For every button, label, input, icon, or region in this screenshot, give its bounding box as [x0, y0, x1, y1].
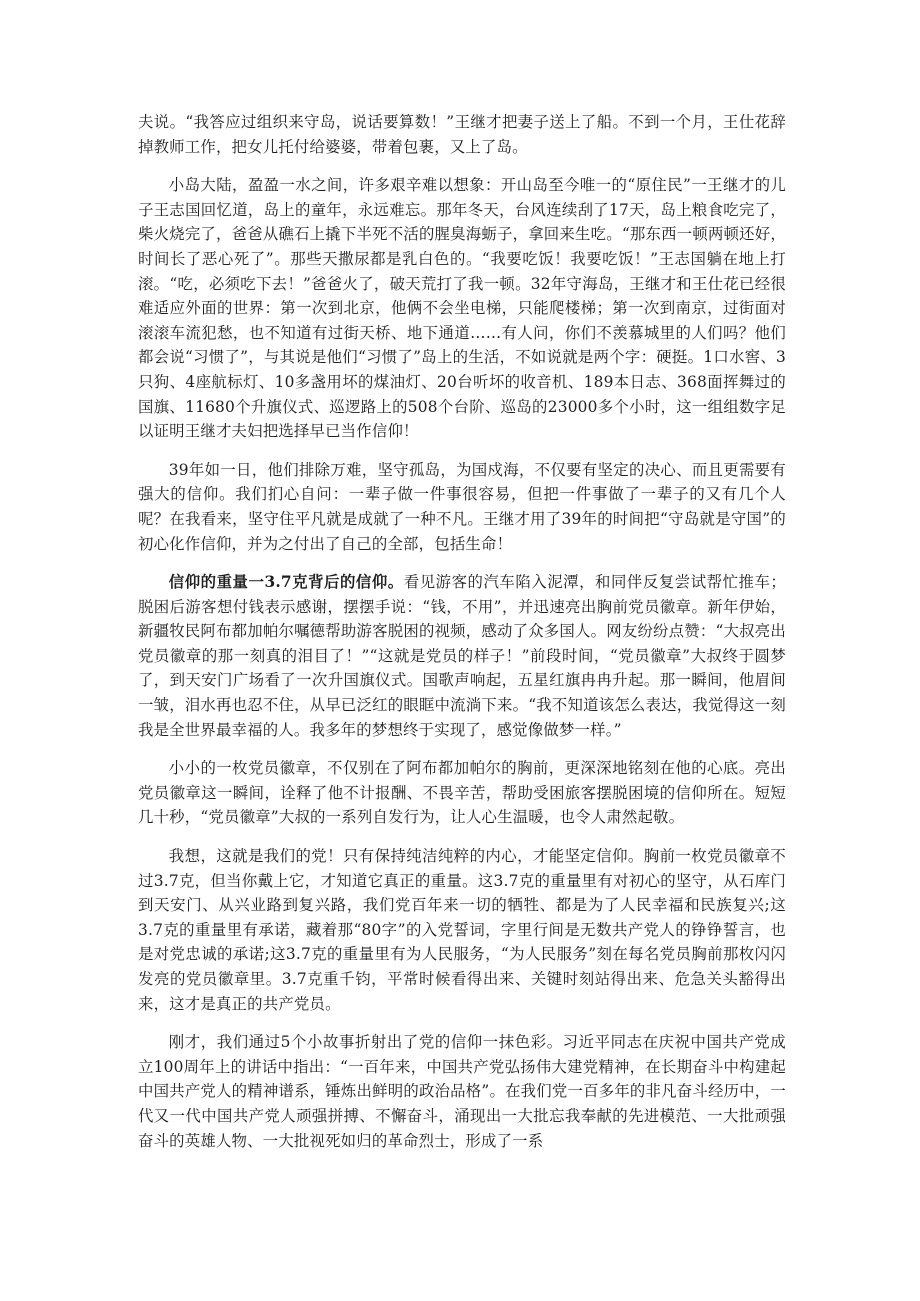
paragraph-text: 刚才，我们通过5个小故事折射出了党的信仰一抹色彩。习近平同志在庆祝中国共产党成立100周年上的讲话中指出：“一百年来，中国共产党弘扬伟大建党精神，在长期奋斗中构建起中国共产党人的精神谱系，锤炼出鲜明的政治品格”。在我们党一百多年的非凡奋斗经历中，一代又一代中国共产党人顽强拼搏、不懈奋斗，涌现出一大批忘我奉献的先进模范、一大批顽强奋斗的英雄人物、一大批视死如归的革命烈士，形成了一系 [138, 1033, 786, 1150]
paragraph-4 [138, 570, 786, 742]
paragraph-text: 我想，这就是我们的党！只有保持纯洁纯粹的内心，才能坚定信仰。胸前一枚党员徽章不过3.7克，但当你戴上它，才知道它真正的重量。这3.7克的重量里有对初心的坚守，从石库门到天安门、从兴业路到复兴路，我们党百年来一切的牺牲、都是为了人民幸福和民族复兴;这3.7克的重量里有承诺，藏着那“80字”的入党誓词，字里行间是无数共产党人的铮铮誓言，也是对党忠诚的承诺;这3.7克的重量里有为人民服务，“为人民服务”刻在每名党员胸前那枚闪闪发亮的党员徽章里。3.7克重千钧，平常时候看得出来、关键时刻站得出来、危急关头豁得出来，这才是真正的共产党员。 [138, 847, 786, 1013]
section-heading: 信仰的重量一3.7克背后的信仰。 [168, 573, 404, 592]
paragraph-2 [138, 173, 786, 444]
paragraph-text: 看见游客的汽车陷入泥潭，和同伴反复尝试帮忙推车；脱困后游客想付钱表示感谢，摆摆手说：“钱，不用”，并迅速亮出胸前党员徽章。新年伊始，新疆牧民阿布都加帕尔嘱德帮助游客脱困的视频，感动了众多国人。网友纷纷点赞：“大叔亮出党员徽章的那一刻真的泪目了！”“这就是党员的样子！”前段时间，“党员徽章”大叔终于圆梦了，到天安门广场看了一次升国旗仪式。国歌声响起，五星红旗冉冉升起。那一瞬间，他眉间一皱，泪水再也忍不住，从早已泛红的眼眶中流淌下来。“我不知道该怎么表达，我觉得这一刻我是全世界最幸福的人。我多年的梦想终于实现了，感觉像做梦一样。” [138, 573, 786, 739]
paragraph-text: 小小的一枚党员徽章，不仅别在了阿布都加帕尔的胸前，更深深地铭刻在他的心底。亮出党员徽章这一瞬间，诠释了他不计报酬、不畏辛苦，帮助受困旅客摆脱困境的信仰所在。短短几十秒，“党员徽章”大叔的一系列自发行为，让人心生温暖，也令人肃然起敬。 [138, 759, 786, 827]
paragraph-text: 39年如一日，他们排除万难，坚守孤岛，为国戍海，不仅要有坚定的决心、而且更需要有强大的信仰。我们扪心自问：一辈子做一件事很容易，但把一件事做了一辈子的又有几个人呢？在我看来，坚守住平凡就是成就了一种不凡。王继才用了39年的时间把“守岛就是守国”的初心化作信仰，并为之付出了自己的全部，包括生命！ [138, 460, 786, 553]
paragraph-text: 小岛大陆，盈盈一水之间，许多艰辛难以想象：开山岛至今唯一的“原住民”一王继才的儿子王志国回忆道，岛上的童年，永远难忘。那年冬天，台风连续刮了17天，岛上粮食吃完了，柴火烧完了，爸爸从礁石上撬下半死不活的腥臭海蛎子，拿回来生吃。“那东西一顿两顿还好，时间长了恶心死了”。那些天撒尿都是乳白色的。“我要吃饭！我要吃饭！”王志国躺在地上打滚。“吃，必须吃下去！”爸爸火了，破天荒打了我一顿。32年守海岛，王继才和王仕花已经很难适应外面的世界：第一次到北京，他俩不会坐电梯，只能爬楼梯；第一次到南京，过街面对滚滚车流犯愁，也不知道有过街天桥、地下通道……有人问，你们不羡慕城里的人们吗？他们都会说“习惯了”，与其说是他们“习惯了”岛上的生活，不如说就是两个字：硬挺。1口水窖、3只狗、4座航标灯、10多盏用坏的煤油灯、20台听坏的收音机、189本日志、368面挥舞过的国旗、11680个升旗仪式、巡逻路上的508个台阶、巡岛的23000多个小时，这一组组数字足以证明王继才夫妇把选择早已当作信仰！ [138, 176, 786, 441]
paragraph-7 [138, 1030, 786, 1153]
paragraph-text: 夫说。“我答应过组织来守岛，说话要算数！”王继才把妻子送上了船。不到一个月，王仕花辞掉教师工作，把女儿托付给婆婆，带着包裹，又上了岛。 [138, 113, 786, 156]
paragraph-5 [138, 756, 786, 830]
paragraph-1 [138, 110, 786, 159]
paragraph-3 [138, 458, 786, 556]
paragraph-6 [138, 844, 786, 1016]
document-page [138, 110, 786, 1167]
